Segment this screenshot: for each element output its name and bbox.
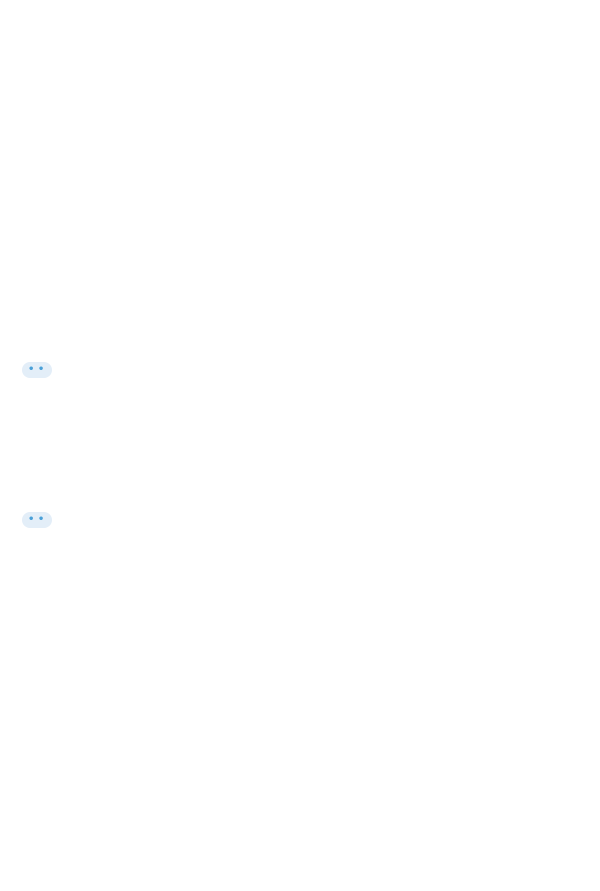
tag-dot-icon: • xyxy=(37,364,45,375)
reference-translation-tag xyxy=(22,362,52,378)
tag-dot-icon: • xyxy=(37,514,45,525)
tag-dot-icon: • xyxy=(28,514,35,525)
part-header xyxy=(22,330,578,352)
sentence-analysis-tag xyxy=(22,512,52,528)
tag-dot-icon: • xyxy=(28,364,35,375)
